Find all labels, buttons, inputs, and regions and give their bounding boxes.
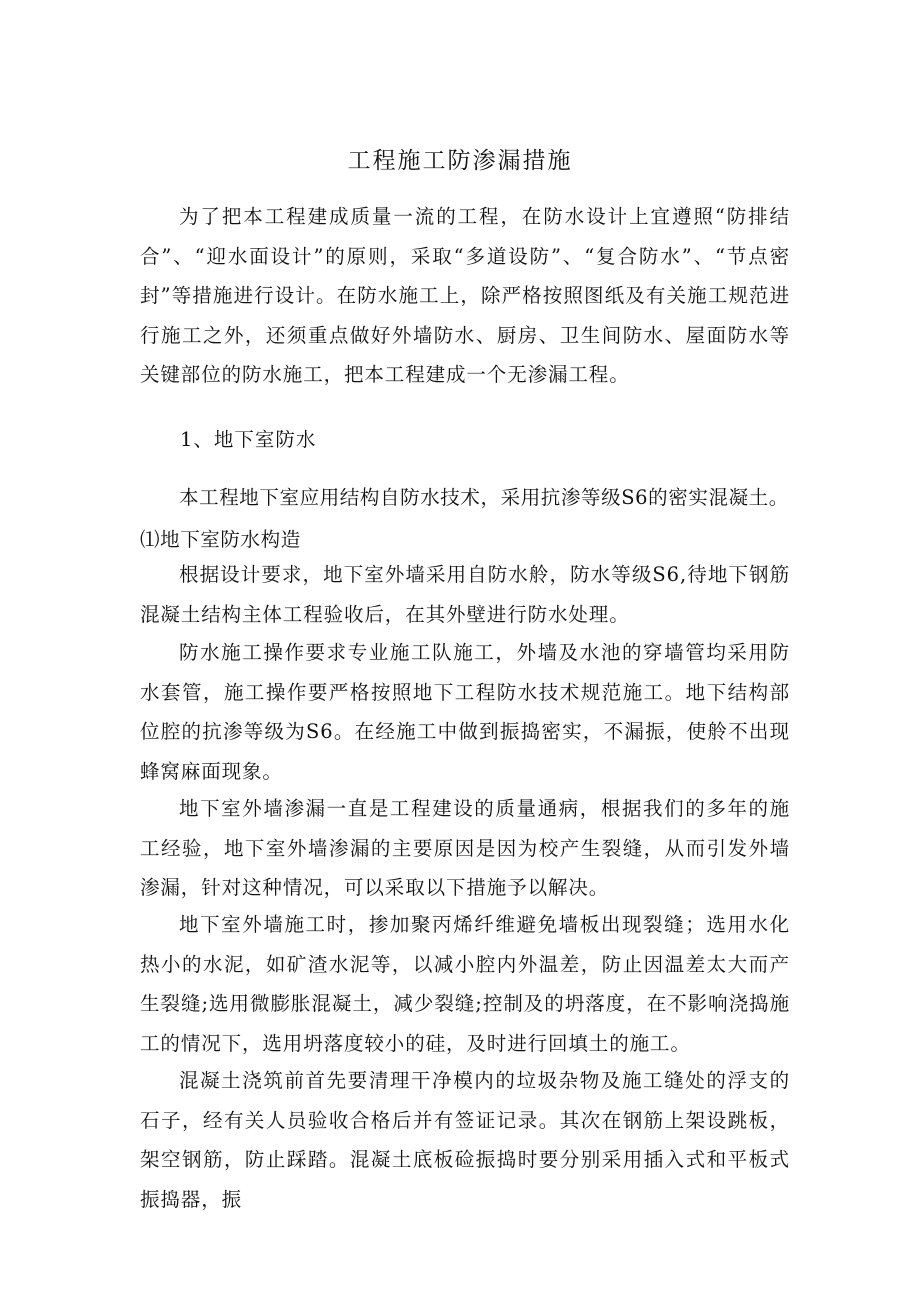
body-paragraph: 地下室外墙施工时，掺加聚丙烯纤维避免墙板出现裂缝；选用水化热小的水泥，如矿渣水泥等，以减小腔内外温差，防止因温差太大而产生裂缝;选用微膨胀混凝土，减少裂缝;控制及的坍落度，在不影响浇捣施工的情况下，选用坍落度较小的硅，及时进行回填土的施工。 (140, 913, 790, 1055)
section-heading-basement: 1、地下室防水 (180, 428, 317, 451)
body-paragraph: 根据设计要求，地下室外墙采用自防水舲，防水等级S6,待地下钢筋混凝土结构主体工程验收后，在其外壁进行防水处理。 (140, 563, 790, 626)
body-paragraph: 防水施工操作要求专业施工队施工，外墙及水池的穿墙管均采用防水套管，施工操作要严格按照地下工程防水技术规范施工。地下结构部位腔的抗渗等级为S6。在经施工中做到振捣密实，不漏振，使舲不出现蜂窝麻面现象。 (140, 641, 790, 783)
subsection-heading: ⑴地下室防水构造 (140, 528, 301, 551)
body-paragraph: 地下室外墙渗漏一直是工程建设的质量通病，根据我们的多年的施工经验，地下室外墙渗漏的主要原因是因为校产生裂缝，从而引发外墙渗漏，针对这种情况，可以采取以下措施予以解决。 (140, 797, 790, 899)
section-lead-paragraph: 本工程地下室应用结构自防水技术，采用抗渗等级S6的密实混凝土。 (179, 486, 789, 509)
body-paragraph: 混凝土浇筑前首先要清理干净模内的垃圾杂物及施工缝处的浮支的石子，经有关人员验收合格后并有签证记录。其次在钢筋上架设跳板，架空钢筋，防止踩踏。混凝土底板硷振捣时要分别采用插入式和平板式振捣器，振 (140, 1069, 790, 1211)
intro-paragraph: 为了把本工程建成质量一流的工程，在防水设计上宜遵照“防排结合”、“迎水面设计”的原则，采取“多道设防”、“复合防水”、“节点密封”等措施进行设计。在防水施工上，除严格按照图纸及有关施工规范进行施工之外，还须重点做好外墙防水、厨房、卫生间防水、屋面防水等关键部位的防水施工，把本工程建成一个无渗漏工程。 (140, 205, 790, 386)
document-title: 工程施工防渗漏措施 (347, 148, 573, 174)
